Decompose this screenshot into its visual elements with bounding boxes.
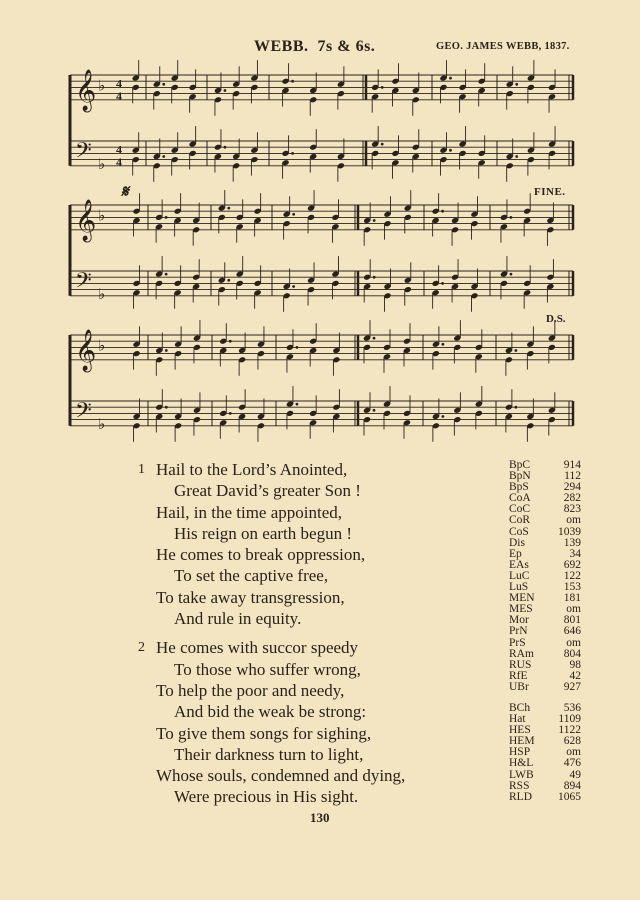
reference-row: HES 1122 bbox=[509, 724, 581, 737]
reference-row: UBr 927 bbox=[509, 680, 581, 693]
dot bbox=[229, 340, 232, 343]
dot bbox=[296, 346, 299, 349]
flat-sign: ♭ bbox=[98, 76, 106, 95]
dot bbox=[515, 83, 518, 86]
dot bbox=[381, 86, 384, 89]
dot bbox=[441, 210, 444, 213]
reference-row: Hat 1109 bbox=[509, 713, 581, 726]
reference-row: BpS 294 bbox=[509, 481, 581, 494]
time-signature: 4 bbox=[116, 76, 122, 91]
page-number: 130 bbox=[310, 810, 330, 825]
hymnal-references bbox=[509, 460, 581, 803]
reference-row: Mor 801 bbox=[509, 614, 581, 627]
verse-line: And bid the weak be strong: bbox=[174, 702, 367, 722]
reference-row: MEN 181 bbox=[509, 592, 581, 605]
reference-row: RAm 804 bbox=[509, 647, 581, 660]
reference-row: BpC 914 bbox=[509, 459, 581, 471]
flat-sign: ♭ bbox=[98, 206, 106, 225]
reference-row: H&L 476 bbox=[509, 757, 581, 770]
segno-sign: 𝄋 bbox=[121, 182, 129, 201]
reference-row: MES om bbox=[509, 603, 581, 616]
flat-sign: ♭ bbox=[98, 336, 106, 355]
composer-credit: GEO. JAMES WEBB, 1837. bbox=[436, 41, 570, 52]
verse-line: Great David’s greater Son ! bbox=[174, 481, 361, 501]
dot bbox=[515, 155, 518, 158]
time-signature: 4 bbox=[116, 142, 122, 157]
verse-line: And rule in equity. bbox=[174, 609, 302, 629]
dot bbox=[296, 403, 299, 406]
treble-clef: 𝄞 bbox=[75, 199, 97, 241]
verse-line: To give them songs for sighing, bbox=[156, 723, 372, 743]
reference-row: HEM 628 bbox=[509, 735, 581, 748]
verse-line: Hail, in the time appointed, bbox=[156, 502, 343, 522]
dot bbox=[292, 285, 295, 288]
ds-mark: D.S. bbox=[546, 313, 566, 325]
reference-row: RSS 894 bbox=[509, 779, 581, 792]
dot bbox=[441, 282, 444, 285]
dot bbox=[227, 279, 230, 282]
dot bbox=[441, 415, 444, 418]
tune-title: WEBB. 7s & 6s. bbox=[254, 38, 376, 55]
verse-line: He comes to break oppression, bbox=[156, 545, 366, 565]
reference-group-2 bbox=[509, 703, 581, 803]
verse-line: 2 He comes with succor speedy bbox=[138, 638, 359, 658]
dot bbox=[373, 337, 376, 340]
dot bbox=[373, 409, 376, 412]
dot bbox=[381, 143, 384, 146]
hymn-text bbox=[138, 459, 468, 808]
dot bbox=[165, 349, 168, 352]
bass-clef: 𝄢 bbox=[75, 268, 92, 299]
verse-line: Were precious in His sight. bbox=[174, 787, 359, 807]
reference-row: RfE 42 bbox=[509, 669, 581, 682]
reference-row: BpN 112 bbox=[509, 470, 581, 483]
dot bbox=[510, 216, 513, 219]
dot bbox=[291, 152, 294, 155]
reference-row: EAs 692 bbox=[509, 558, 581, 571]
verse-line: Whose souls, condemned and dying, bbox=[156, 766, 406, 786]
reference-row: CoS 1039 bbox=[509, 525, 581, 538]
verse-line: To those who suffer wrong, bbox=[174, 659, 361, 679]
dot bbox=[162, 155, 165, 158]
dot bbox=[229, 412, 232, 415]
stanza-number: 1 bbox=[138, 462, 145, 477]
flat-sign: ♭ bbox=[98, 154, 106, 173]
reference-row: Dis 139 bbox=[509, 536, 581, 549]
dot bbox=[291, 80, 294, 83]
time-signature: 4 bbox=[116, 88, 122, 103]
dot bbox=[449, 77, 452, 80]
bass-clef: 𝄢 bbox=[75, 398, 92, 429]
dot bbox=[227, 207, 230, 210]
verse-line: To take away transgression, bbox=[156, 587, 345, 607]
verse-line: To help the poor and needy, bbox=[156, 680, 345, 700]
reference-row: RUS 98 bbox=[509, 658, 581, 671]
dot bbox=[224, 89, 227, 92]
dot bbox=[165, 273, 168, 276]
time-signature: 4 bbox=[116, 154, 122, 169]
stanza-number: 2 bbox=[138, 640, 145, 656]
dot bbox=[292, 213, 295, 216]
dot bbox=[373, 276, 376, 279]
dot bbox=[165, 216, 168, 219]
dot bbox=[165, 406, 168, 409]
reference-row: Ep 34 bbox=[509, 547, 581, 560]
dot bbox=[514, 349, 517, 352]
reference-row: LuC 122 bbox=[509, 569, 581, 582]
reference-row: LuS 153 bbox=[509, 581, 581, 594]
treble-clef: 𝄞 bbox=[75, 69, 97, 111]
verse-line: His reign on earth begun ! bbox=[174, 523, 352, 543]
verse-line: To set the captive free, bbox=[174, 566, 329, 586]
music-score bbox=[0, 0, 640, 445]
bass-clef: 𝄢 bbox=[75, 138, 92, 169]
flat-sign: ♭ bbox=[98, 284, 106, 303]
reference-row: PrS om bbox=[509, 636, 581, 649]
dot bbox=[224, 146, 227, 149]
reference-row: CoC 823 bbox=[509, 503, 581, 516]
reference-row: CoA 282 bbox=[509, 492, 581, 505]
dot bbox=[510, 273, 513, 276]
reference-row: LWB 49 bbox=[509, 768, 581, 781]
dot bbox=[441, 343, 444, 346]
dot bbox=[162, 83, 165, 86]
verse-line: 1 Hail to the Lord’s Anointed, bbox=[138, 460, 348, 479]
verse-line: Their darkness turn to light, bbox=[174, 744, 364, 764]
reference-row: RLD 1065 bbox=[509, 790, 581, 803]
reference-row: CoR om bbox=[509, 514, 581, 527]
dot bbox=[373, 219, 376, 222]
reference-group-1 bbox=[509, 460, 581, 693]
fine-mark: FINE. bbox=[534, 186, 566, 198]
treble-clef: 𝄞 bbox=[75, 329, 97, 371]
dot bbox=[449, 149, 452, 152]
flat-sign: ♭ bbox=[98, 414, 106, 433]
dot bbox=[514, 406, 517, 409]
reference-row: BCh 536 bbox=[509, 701, 581, 714]
reference-row: PrN 646 bbox=[509, 625, 581, 638]
reference-row: HSP om bbox=[509, 746, 581, 759]
